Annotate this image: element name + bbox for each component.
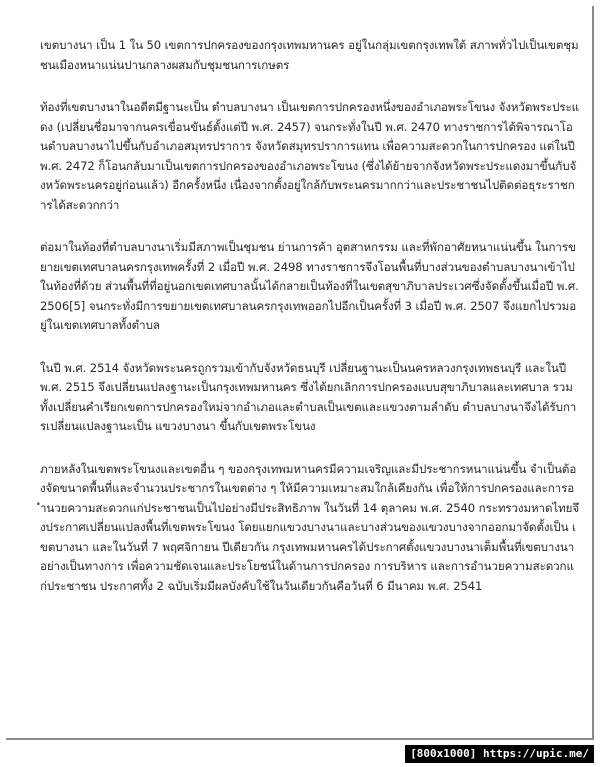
paragraph-history-early: ท้องที่เขตบางนาในอดีตมีฐานะเป็น ตำบลบางนา เป็นเขตการปกครองหนึ่งของอำเภอพระโขนง จังหวัดพระประแดง (เปลี่ยนชื่อมาจากนครเขื่อนขันธ์ตั้งแต่ปี พ.ศ. 2457) จนกระทั่งในปี พ.ศ. 2470 ทางราชการได้พิจารณาโอนตำบลบางนาไปขึ้นกับอำเภอสมุทรปราการ จังหวัดสมุทรปราการแทน เพื่อความสะดวกในการปกครอง แต่ในปี พ.ศ. 2472 ก็โอนกลับมาเป็นเขตการปกครองของอำเภอพระโขนง (ซึ่งได้ย้ายจากจังหวัดพระประแดงมาขึ้นกับจังหวัดพระนครอยู่ก่อนแล้ว) อีกครั้งหนึ่ง เนื่องจากตั้งอยู่ใกล้กับพระนครมากกว่าและประชาชนไปติดต่อธุระราชการได้สะดวกกว่า (40, 100, 579, 212)
image-host-watermark: [800x1000] https://upic.me/ (405, 745, 594, 763)
paragraph-intro: เขตบางนา เป็น 1 ใน 50 เขตการปกครองของกรุงเทพมหานคร อยู่ในกลุ่มเขตกรุงเทพใต้ สภาพทั่วไปเป็นเขตชุมชนเมืองหนาแน่นปานกลางผสมกับชุมชนการเกษตร (40, 38, 579, 72)
paragraph-bangkok-reorganization: ในปี พ.ศ. 2514 จังหวัดพระนครถูกรวมเข้ากับจังหวัดธนบุรี เปลี่ยนฐานะเป็นนครหลวงกรุงเทพธนบุรี และในปี พ.ศ. 2515 จึงเปลี่ยนแปลงฐานะเป็นกรุงเทพมหานคร ซึ่งได้ยกเลิกการปกครองแบบสุขาภิบาลและเทศบาล รวมทั้งเปลี่ยนคำเรียกเขตการปกครองใหม่จากอำเภอและตำบลเป็นเขตและแขวงตามลำดับ ตำบลบางนาจึงได้รับการเปลี่ยนแปลงฐานะเป็น แขวงบางนา ขึ้นกับเขตพระโขนง (40, 360, 577, 433)
paragraph-district-establishment: ภายหลังในเขตพระโขนงและเขตอื่น ๆ ของกรุงเทพมหานครมีความเจริญและมีประชากรหนาแน่นขึ้น จำเป็นต้องจัดขนาดพื้นที่และจำนวนประชากรในเขตต่าง ๆ ให้มีความเหมาะสมใกล้เคียงกัน เพื่อให้การปกครองและการอำนวยความสะดวกแก่ประชาชนเป็นไปอย่างมีประสิทธิภาพ ในวันที่ 14 ตุลาคม พ.ศ. 2540 กระทรวงมหาดไทยจึงประกาศเปลี่ยนแปลงพื้นที่เขตพระโขนง โดยแยกแขวงบางนาและบางส่วนของแขวงบางจากออกมาจัดตั้งเป็น เขตบางนา และในวันที่ 7 พฤศจิกายน ปีเดียวกัน กรุงเทพมหานครได้ประกาศตั้งแขวงบางนาเต็มพื้นที่เขตบางนาอย่างเป็นทางการ เพื่อความชัดเจนและประโยชน์ในด้านการปกครอง การบริหาร และการอำนวยความสะดวกแก่ประชาชน ประกาศทั้ง 2 ฉบับเริ่มมีผลบังคับใช้ในวันเดียวกันคือวันที่ 6 มีนาคม พ.ศ. 2541 (40, 461, 580, 593)
document-body (40, 36, 580, 596)
paragraph-municipal-expansion: ต่อมาในท้องที่ตำบลบางนาเริ่มมีสภาพเป็นชุมชน ย่านการค้า อุตสาหกรรม และที่พักอาศัยหนาแน่นขึ้น ในการขยายเขตเทศบาลนครกรุงเทพครั้งที่ 2 เมื่อปี พ.ศ. 2498 ทางราชการจึงโอนพื้นที่บางส่วนของตำบลบางนาเข้าไปในท้องที่ด้วย ส่วนพื้นที่ที่อยู่นอกเขตเทศบาลนั้นได้กลายเป็นท้องที่ในเขตสุขาภิบาลประเวศซึ่งจัดตั้งขึ้นเมื่อปี พ.ศ. 2506[5] จนกระทั่งมีการขยายเขตเทศบาลนครกรุงเทพออกไปอีกเป็นครั้งที่ 3 เมื่อปี พ.ศ. 2507 จึงแยกไปรวมอยู่ในเขตเทศบาลทั้งตำบล (40, 240, 579, 332)
document-page (6, 6, 594, 740)
